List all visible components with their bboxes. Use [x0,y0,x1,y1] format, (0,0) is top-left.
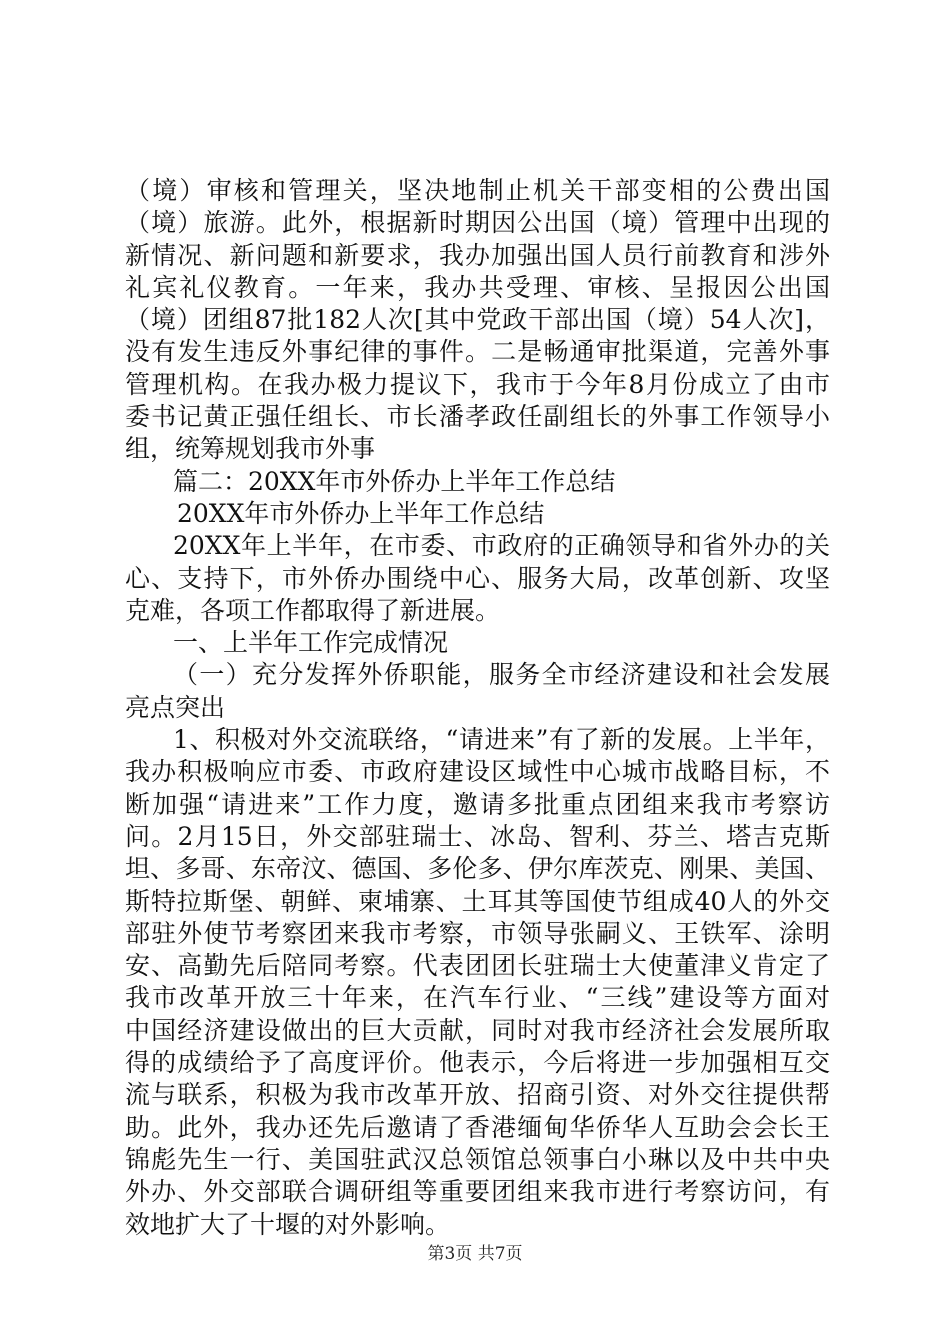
text-line: 锦彪先生一行、美国驻武汉总领馆总领事白小琳以及中共中央 [125,1144,830,1174]
text-line: 效地扩大了十堰的对外影响。 [125,1209,451,1239]
text-line: 得的成绩给予了高度评价。他表示，今后将进一步加强相互交 [125,1048,830,1078]
page-indicator: 第3页 共7页 [427,1244,523,1264]
text-line: 安、高勤先后陪同考察。代表团团长驻瑞士大使董津义肯定了 [125,951,830,981]
text-line: 新情况、新问题和新要求，我办加强出国人员行前教育和涉外 [125,240,830,270]
text-line: 部驻外使节考察团来我市考察，市领导张嗣义、王铁军、涂明 [125,918,830,948]
text-line: 组，统筹规划我市外事 [125,434,376,464]
text-line: 心、支持下，市外侨办围绕中心、服务大局，改革创新、攻坚 [125,563,830,593]
text-line: （一）充分发挥外侨职能，服务全市经济建设和社会发展 [173,660,830,690]
text-line: 1、积极对外交流联络，“请进来”有了新的发展。上半年， [173,725,830,755]
text-line: 断加强“请进来”工作力度，邀请多批重点团组来我市考察访 [125,789,830,819]
text-line: 一、上半年工作完成情况 [173,628,449,658]
text-line: 篇二：20XX年市外侨办上半年工作总结 [173,466,616,496]
text-line: 助。此外，我办还先后邀请了香港缅甸华侨华人互助会会长王 [125,1112,830,1142]
text-line: 克难，各项工作都取得了新进展。 [125,595,501,625]
text-line: 管理机构。在我办极力提议下，我市于今年8月份成立了由市 [125,369,830,399]
text-line: 坦、多哥、东帝汶、德国、多伦多、伊尔库茨克、刚果、美国、 [125,854,830,884]
text-line: 流与联系，积极为我市改革开放、招商引资、对外交往提供帮 [125,1080,830,1110]
text-line: 中国经济建设做出的巨大贡献，同时对我市经济社会发展所取 [125,1015,830,1045]
text-line: 委书记黄正强任组长、市长潘孝政任副组长的外事工作领导小 [125,402,830,432]
text-line: 外办、外交部联合调研组等重要团组来我市进行考察访问，有 [125,1177,830,1207]
text-line: 斯特拉斯堡、朝鲜、柬埔寨、土耳其等国使节组成40人的外交 [125,886,830,916]
text-line: 问。2月15日，外交部驻瑞士、冰岛、智利、芬兰、塔吉克斯 [125,821,830,851]
page-footer [0,1243,950,1265]
text-line: （境）旅游。此外，根据新时期因公出国（境）管理中出现的 [125,208,830,238]
text-line: 我市改革开放三十年来，在汽车行业、“三线”建设等方面对 [125,983,830,1013]
text-line: 20XX年市外侨办上半年工作总结 [177,498,545,528]
text-line: （境）审核和管理关，坚决地制止机关干部变相的公费出国 [125,176,830,205]
text-line: （境）团组87批182人次[其中党政干部出国（境）54人次]， [125,305,830,335]
document-body [125,175,830,1241]
text-line: 亮点突出 [125,692,226,722]
text-line: 20XX年上半年，在市委、市政府的正确领导和省外办的关 [173,531,830,561]
text-line: 礼宾礼仪教育。一年来，我办共受理、审核、呈报因公出国 [125,272,830,302]
text-line: 我办积极响应市委、市政府建设区域性中心城市战略目标，不 [125,757,830,787]
text-line: 没有发生违反外事纪律的事件。二是畅通审批渠道，完善外事 [125,337,830,367]
